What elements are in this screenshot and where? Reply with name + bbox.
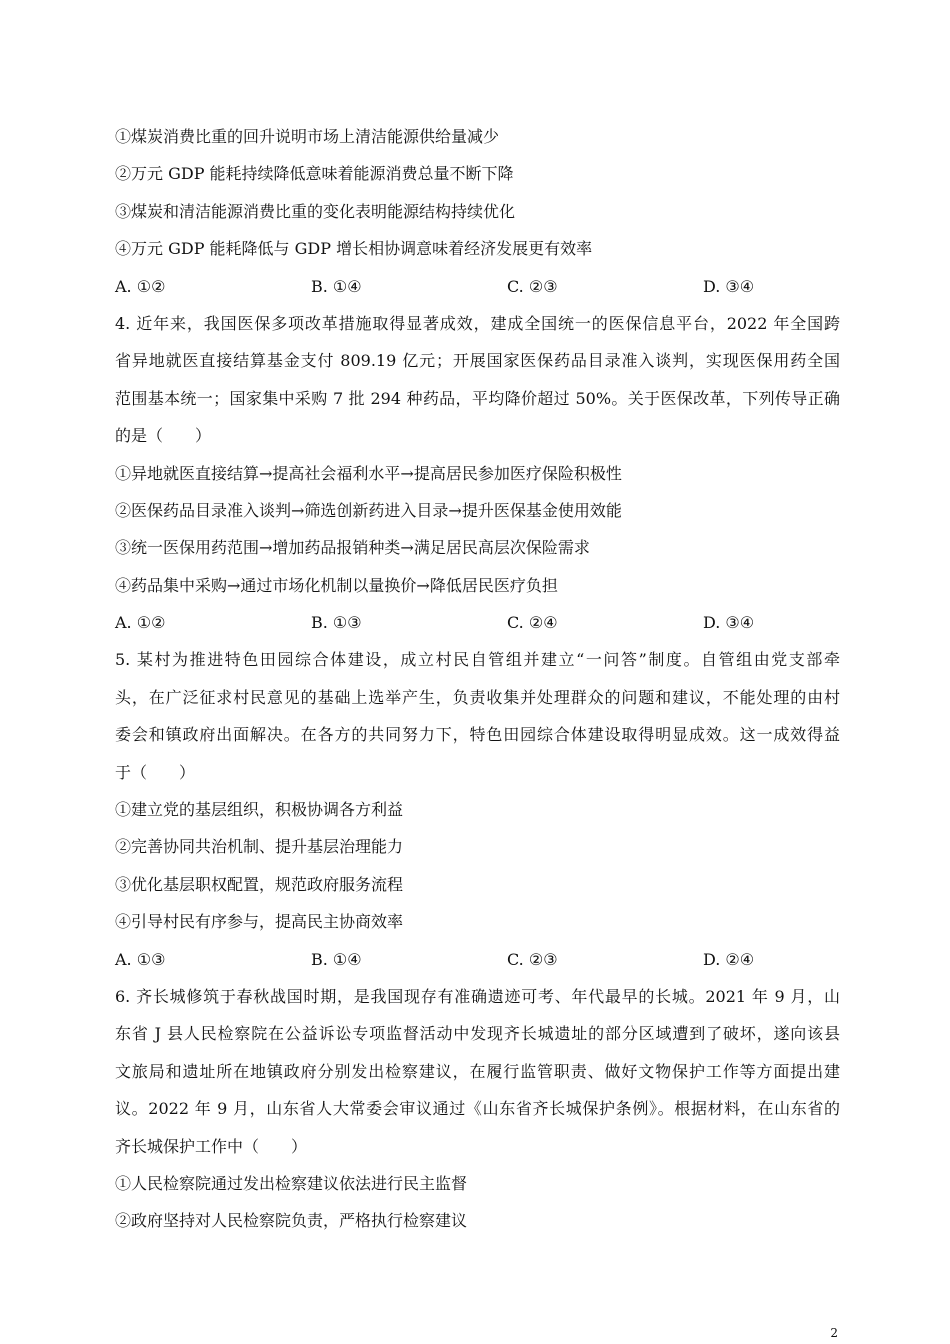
document-page [115,118,840,1240]
page-number: 2 [830,1326,838,1340]
q3-option-b: B. ①④ [311,276,362,296]
q4-item-2: ②医保药品目录准入谈判→筛选创新药进入目录→提升医保基金使用效能 [115,500,622,520]
q4-option-a: A. ①② [115,613,166,633]
q3-options [115,268,840,305]
q5-item-1: ①建立党的基层组织，积极协调各方利益 [115,800,404,820]
q4-option-b: B. ①③ [311,613,362,633]
q4-stem-line-2: 省异地就医直接结算基金支付 809.19 亿元；开展国家医保药品目录准入谈判，实现医保用药全国 [115,351,840,371]
q4-option-c: C. ②④ [507,613,558,633]
q4-options [115,604,840,641]
q3-option-c: C. ②③ [507,276,558,296]
q5-stem-line-4: 于（ ） [115,762,196,782]
q5-stem-line-3: 委会和镇政府出面解决。在各方的共同努力下，特色田园综合体建设取得明显成效。这一成效得益 [115,725,840,745]
q6-item-1: ①人民检察院通过发出检察建议依法进行民主监督 [115,1173,468,1193]
q4-option-d: D. ③④ [703,613,755,633]
q6-stem-line-3: 文旅局和遗址所在地镇政府分别发出检察建议，在履行监管职责、做好文物保护工作等方面提出建 [115,1061,840,1081]
q5-option-b: B. ①④ [311,949,362,969]
q3-option-d: D. ③④ [703,276,755,296]
q6-item-2: ②政府坚持对人民检察院负责，严格执行检察建议 [115,1211,468,1231]
q5-stem-line-2: 头，在广泛征求村民意见的基础上选举产生，负责收集并处理群众的问题和建议，不能处理的由村 [115,687,840,707]
q6-stem-line-2: 东省 J 县人民检察院在公益诉讼专项监督活动中发现齐长城遗址的部分区域遭到了破坏，遂向该县 [115,1024,840,1044]
q4-stem-line-3: 范围基本统一；国家集中采购 7 批 294 种药品，平均降价超过 50%。关于医保改革，下列传导正确 [115,388,840,408]
q5-stem-line-1: 5. 某村为推进特色田园综合体建设，成立村民自管组并建立“一问答”制度。自管组由党支部牵 [115,650,840,670]
q5-option-a: A. ①③ [115,949,166,969]
q3-option-a: A. ①② [115,276,166,296]
q5-option-c: C. ②③ [507,949,558,969]
q3-item-3: ③煤炭和清洁能源消费比重的变化表明能源结构持续优化 [115,201,516,221]
q3-item-1: ①煤炭消费比重的回升说明市场上清洁能源供给量减少 [115,127,500,146]
q4-item-1: ①异地就医直接结算→提高社会福利水平→提高居民参加医疗保险积极性 [115,463,622,483]
q4-stem-line-4: 的是（ ） [115,426,212,446]
q4-stem-line-1: 4. 近年来，我国医保多项改革措施取得显著成效，建成全国统一的医保信息平台，2022 年全国跨 [115,313,840,333]
q4-item-3: ③统一医保用药范围→增加药品报销种类→满足居民高层次保险需求 [115,538,590,558]
q6-stem-line-5: 齐长城保护工作中（ ） [115,1136,308,1156]
q3-item-2: ②万元 GDP 能耗持续降低意味着能源消费总量不断下降 [115,164,514,184]
q5-options [115,941,840,978]
q5-item-2: ②完善协同共治机制、提升基层治理能力 [115,837,404,857]
q3-item-4: ④万元 GDP 能耗降低与 GDP 增长相协调意味着经济发展更有效率 [115,239,593,259]
q4-item-4: ④药品集中采购→通过市场化机制以量换价→降低居民医疗负担 [115,575,558,595]
q6-stem-line-4: 议。2022 年 9 月，山东省人大常委会审议通过《山东省齐长城保护条例》。根据材料，在山东省的 [115,1099,840,1119]
q5-item-3: ③优化基层职权配置，规范政府服务流程 [115,874,404,894]
q5-option-d: D. ②④ [703,949,755,969]
q5-item-4: ④引导村民有序参与，提高民主协商效率 [115,912,404,932]
q6-stem-line-1: 6. 齐长城修筑于春秋战国时期，是我国现存有准确遗迹可考、年代最早的长城。2021 年 9 月，山 [115,986,840,1006]
